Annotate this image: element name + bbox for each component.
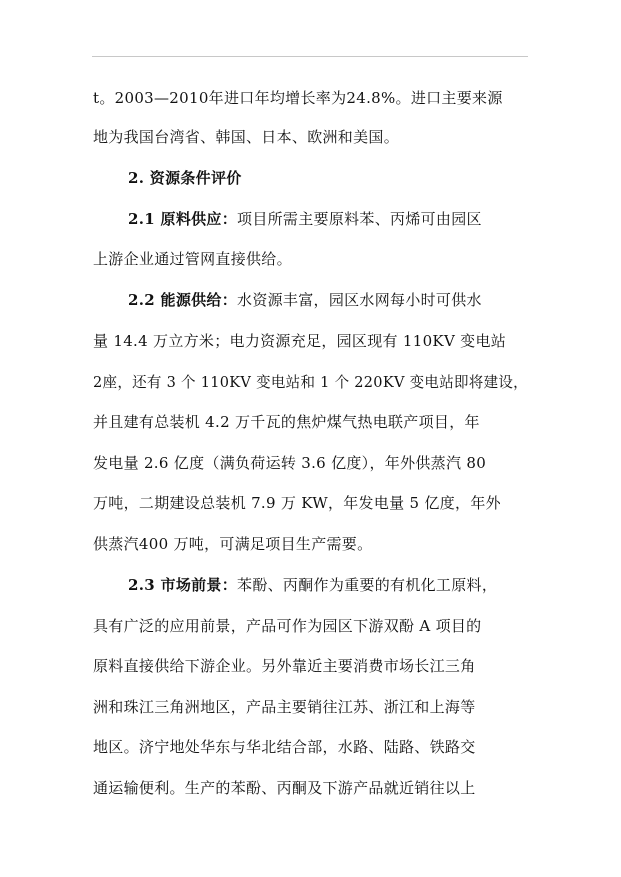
paragraph-line: 2座，还有 3 个 110KV 变电站和 1 个 220KV 变电站即将建设， — [93, 373, 528, 391]
subsection-label: 2.3 市场前景： — [128, 576, 238, 594]
paragraph-line: 上游企业通过管网直接供给。 — [93, 250, 292, 268]
header-divider — [92, 56, 528, 57]
paragraph-line: 2.2 能源供给：水资源丰富，园区水网每小时可供水 — [128, 291, 482, 309]
paragraph-line: 2.3 市场前景：苯酚、丙酮作为重要的有机化工原料， — [128, 576, 498, 594]
paragraph-line: 2.1 原料供应：项目所需主要原料苯、丙烯可由园区 — [128, 210, 482, 228]
paragraph-line: 通运输便利。生产的苯酚、丙酮及下游产品就近销往以上 — [93, 779, 476, 797]
paragraph-line: t。2003—2010年进口年均增长率为24.8%。进口主要来源 — [93, 89, 503, 107]
paragraph-line: 具有广泛的应用前景，产品可作为园区下游双酚 A 项目的 — [93, 617, 482, 635]
paragraph-line: 原料直接供给下游企业。另外靠近主要消费市场长江三角 — [93, 657, 476, 675]
section-heading: 2. 资源条件评价 — [128, 169, 242, 187]
paragraph-line: 量 14.4 万立方米；电力资源充足，园区现有 110KV 变电站 — [93, 332, 507, 350]
paragraph-line: 洲和珠江三角洲地区，产品主要销往江苏、浙江和上海等 — [93, 698, 476, 716]
paragraph-line: 供蒸汽400 万吨，可满足项目生产需要。 — [93, 535, 373, 553]
paragraph-line: 地区。济宁地处华东与华北结合部，水路、陆路、铁路交 — [93, 738, 476, 756]
paragraph-line: 发电量 2.6 亿度（满负荷运转 3.6 亿度），年外供蒸汽 80 — [93, 454, 487, 472]
paragraph-line: 地为我国台湾省、韩国、日本、欧洲和美国。 — [93, 128, 400, 146]
paragraph-line: 并且建有总装机 4.2 万千瓦的焦炉煤气热电联产项目，年 — [93, 413, 480, 431]
subsection-label: 2.1 原料供应： — [128, 210, 238, 228]
subsection-label: 2.2 能源供给： — [128, 291, 238, 309]
paragraph-line: 万吨，二期建设总装机 7.9 万 KW，年发电量 5 亿度，年外 — [93, 494, 501, 512]
